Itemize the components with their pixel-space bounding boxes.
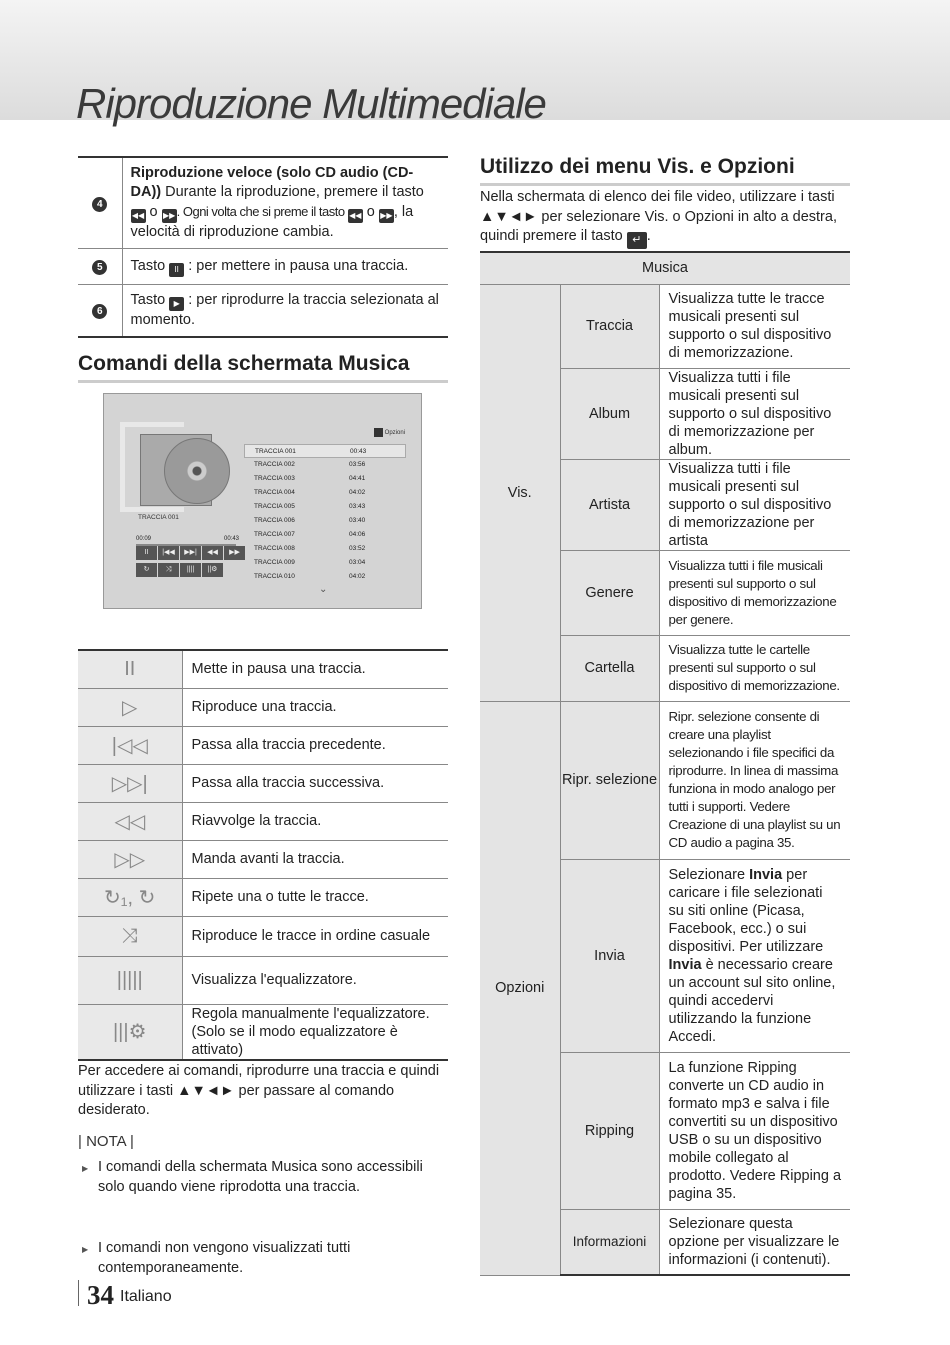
time-end: 00:43 xyxy=(224,536,240,542)
language-label: Italiano xyxy=(120,1288,172,1305)
footer-divider xyxy=(78,1280,79,1306)
note-item: ▶ I comandi non vengono visualizzati tutti contemporaneamente. xyxy=(78,1238,448,1278)
access-instructions: Per accedere ai comandi, riprodurre una traccia e quindi utilizzare i tasti ▲▼◄► per passare al comando desiderato. xyxy=(78,1063,440,1118)
option-description: Visualizza tutti i file musicali presenti sul supporto o sul dispositivo di memorizzazione per artista xyxy=(659,459,850,550)
previous-track-icon: |◁◁ xyxy=(78,726,182,764)
option-name: Album xyxy=(560,368,659,459)
equalizer-icon[interactable]: |||| xyxy=(180,563,201,577)
forward-icon[interactable]: ▶▶ xyxy=(224,546,245,560)
step-number: 6 xyxy=(92,304,107,319)
track-row[interactable]: TRACCIA 008 03:52 xyxy=(254,545,366,552)
transport-controls xyxy=(136,546,245,560)
musica-options-table xyxy=(480,251,850,1276)
options-button[interactable]: Opzioni xyxy=(374,428,405,437)
chevron-down-icon[interactable]: ⌄ xyxy=(319,584,328,595)
control-description: Riproduce una traccia. xyxy=(182,688,448,726)
shuffle-icon[interactable]: ⤨ xyxy=(158,563,179,577)
equalizer-settings-icon: |||⚙ xyxy=(78,1004,182,1060)
control-description: Manda avanti la traccia. xyxy=(182,840,448,878)
control-row xyxy=(78,688,448,726)
track-row[interactable]: TRACCIA 004 04:02 xyxy=(254,489,366,496)
option-description: Selezionare questa opzione per visualizzare le informazioni (i contenuti). xyxy=(659,1209,850,1275)
next-track-icon: ▷▷| xyxy=(78,764,182,802)
pause-key-icon: II xyxy=(169,263,184,277)
track-row[interactable]: TRACCIA 006 03:40 xyxy=(254,517,366,524)
option-description: Selezionare Invia per caricare i file selezionati su siti online (Picasa, Facebook, ecc.) o sui dispositivi. Per utilizzare Invia è necessario creare un account sul sito online, quindi accedervi utilizzando la funzione Accedi. xyxy=(659,859,850,1052)
option-name: Invia xyxy=(560,859,659,1052)
control-row xyxy=(78,956,448,1004)
music-screen-title: Comandi della schermata Musica xyxy=(78,352,448,383)
note-item: ▶ I comandi della schermata Musica sono accessibili solo quando viene riprodotta una traccia. xyxy=(78,1157,448,1197)
control-description: Passa alla traccia precedente. xyxy=(182,726,448,764)
time-start: 00:09 xyxy=(136,536,152,542)
control-description: Mette in pausa una traccia. xyxy=(182,650,448,688)
rewind-key-icon: ◀◀ xyxy=(348,209,363,223)
step-number: 5 xyxy=(92,260,107,275)
option-description: Visualizza tutti i file musicali presenti sul supporto o sul dispositivo di memorizzazione per genere. xyxy=(659,550,850,635)
music-screen-illustration xyxy=(103,393,422,609)
control-row xyxy=(78,1004,448,1060)
fast-forward-icon: ▷▷ xyxy=(78,840,182,878)
track-row[interactable]: TRACCIA 009 03:04 xyxy=(254,559,366,566)
opzioni-group-label: Opzioni xyxy=(480,701,560,1275)
track-row[interactable]: TRACCIA 002 03:56 xyxy=(254,461,366,468)
note-heading: | NOTA | xyxy=(78,1133,134,1150)
option-name: Ripr. selezione xyxy=(560,701,659,859)
option-description: Ripr. selezione consente di creare una playlist selezionando i file specifici da riprodurre. In linea di massima funziona in modo analogo per tutti i supporti. Vedere Creazione di una playlist su un CD audio a pagina 35. xyxy=(659,701,850,859)
repeat-icon: ↻₁, ↻ xyxy=(78,878,182,916)
option-description: Visualizza tutti i file musicali presenti sul supporto o sul dispositivo di memorizzazione per album. xyxy=(659,368,850,459)
control-description: Passa alla traccia successiva. xyxy=(182,764,448,802)
control-description: Regola manualmente l'equalizzatore. (Solo se il modo equalizzatore è attivato) xyxy=(182,1004,448,1060)
option-description: Visualizza tutte le tracce musicali presenti sul supporto o sul dispositivo di memorizzazione. xyxy=(659,284,850,368)
step-text: Tasto II : per mettere in pausa una traccia. xyxy=(122,249,448,285)
equalizer-icon: ||||| xyxy=(78,956,182,1004)
control-row xyxy=(78,650,448,688)
track-list xyxy=(244,444,406,584)
option-name: Informazioni xyxy=(560,1209,659,1275)
controls-table xyxy=(78,649,448,1061)
vis-group-label: Vis. xyxy=(480,284,560,701)
rewind-icon[interactable]: ◀◀ xyxy=(202,546,223,560)
rewind-icon: ◁◁ xyxy=(78,802,182,840)
track-row[interactable]: TRACCIA 005 03:43 xyxy=(254,503,366,510)
option-name: Cartella xyxy=(560,635,659,701)
control-row xyxy=(78,878,448,916)
shuffle-icon: ⤨ xyxy=(78,916,182,956)
next-icon[interactable]: ▶▶| xyxy=(180,546,201,560)
prev-icon[interactable]: |◀◀ xyxy=(158,546,179,560)
step-row xyxy=(78,249,448,285)
page-number: 34 xyxy=(87,1280,114,1310)
option-name: Artista xyxy=(560,459,659,550)
option-name: Traccia xyxy=(560,284,659,368)
steps-table xyxy=(78,156,448,338)
forward-key-icon: ▶▶ xyxy=(162,209,177,223)
track-row[interactable]: TRACCIA 003 04:41 xyxy=(254,475,366,482)
now-playing-title: TRACCIA 001 xyxy=(138,514,179,521)
table-row xyxy=(480,284,850,368)
equalizer-settings-icon[interactable]: ||⚙ xyxy=(202,563,223,577)
option-name: Genere xyxy=(560,550,659,635)
forward-key-icon: ▶▶ xyxy=(379,209,394,223)
pause-icon[interactable]: II xyxy=(136,546,157,560)
step-number: 4 xyxy=(92,197,107,212)
table-row xyxy=(480,701,850,859)
cd-disc-icon xyxy=(164,438,230,504)
control-description: Riavvolge la traccia. xyxy=(182,802,448,840)
control-row xyxy=(78,726,448,764)
menus-title: Utilizzo dei menu Vis. e Opzioni xyxy=(480,155,850,186)
step-text: Tasto ▶ : per riprodurre la traccia selezionata al momento. xyxy=(130,292,439,328)
step-row xyxy=(78,285,448,338)
play-key-icon: ▶ xyxy=(169,297,184,311)
control-description: Ripete una o tutte le tracce. xyxy=(182,878,448,916)
track-row[interactable]: TRACCIA 007 04:06 xyxy=(254,531,366,538)
options-icon xyxy=(374,428,383,437)
control-row xyxy=(78,916,448,956)
control-description: Riproduce le tracce in ordine casuale xyxy=(182,916,448,956)
repeat-icon[interactable]: ↻ xyxy=(136,563,157,577)
rewind-key-icon: ◀◀ xyxy=(131,209,146,223)
option-description: La funzione Ripping converte un CD audio in formato mp3 e salva i file convertiti su un dispositivo USB o su un dispositivo mobile collegato al prodotto. Vedere Ripping a pagina 35. xyxy=(659,1052,850,1209)
track-row[interactable]: TRACCIA 010 04:02 xyxy=(254,573,366,580)
step-row xyxy=(78,157,448,249)
control-row xyxy=(78,764,448,802)
option-name: Ripping xyxy=(560,1052,659,1209)
table-header: Musica xyxy=(480,252,850,284)
control-description: Visualizza l'equalizzatore. xyxy=(182,956,448,1004)
menus-instructions: Nella schermata di elenco dei file video, utilizzare i tasti ▲▼◄► per selezionare Vis. o Opzioni in alto a destra, quindi premere il tasto ↵ . xyxy=(480,188,850,249)
control-row xyxy=(78,802,448,840)
play-icon: ▷ xyxy=(78,688,182,726)
enter-key-icon: ↵ xyxy=(627,232,647,249)
mode-controls xyxy=(136,563,223,577)
page-title: Riproduzione Multimediale xyxy=(76,80,546,127)
track-row[interactable]: TRACCIA 001 00:43 xyxy=(244,444,406,458)
page-footer xyxy=(78,1280,172,1311)
control-row xyxy=(78,840,448,878)
step-text: Riproduzione veloce (solo CD audio (CD-DA)) Durante la riproduzione, premere il tasto ◀◀ o ▶▶. Ogni volta che si preme il tasto ◀◀ o ▶▶, la velocità di riproduzione cambia. xyxy=(130,165,424,240)
option-description: Visualizza tutte le cartelle presenti sul supporto o sul dispositivo di memorizzazione. xyxy=(659,635,850,701)
pause-icon: II xyxy=(78,650,182,688)
